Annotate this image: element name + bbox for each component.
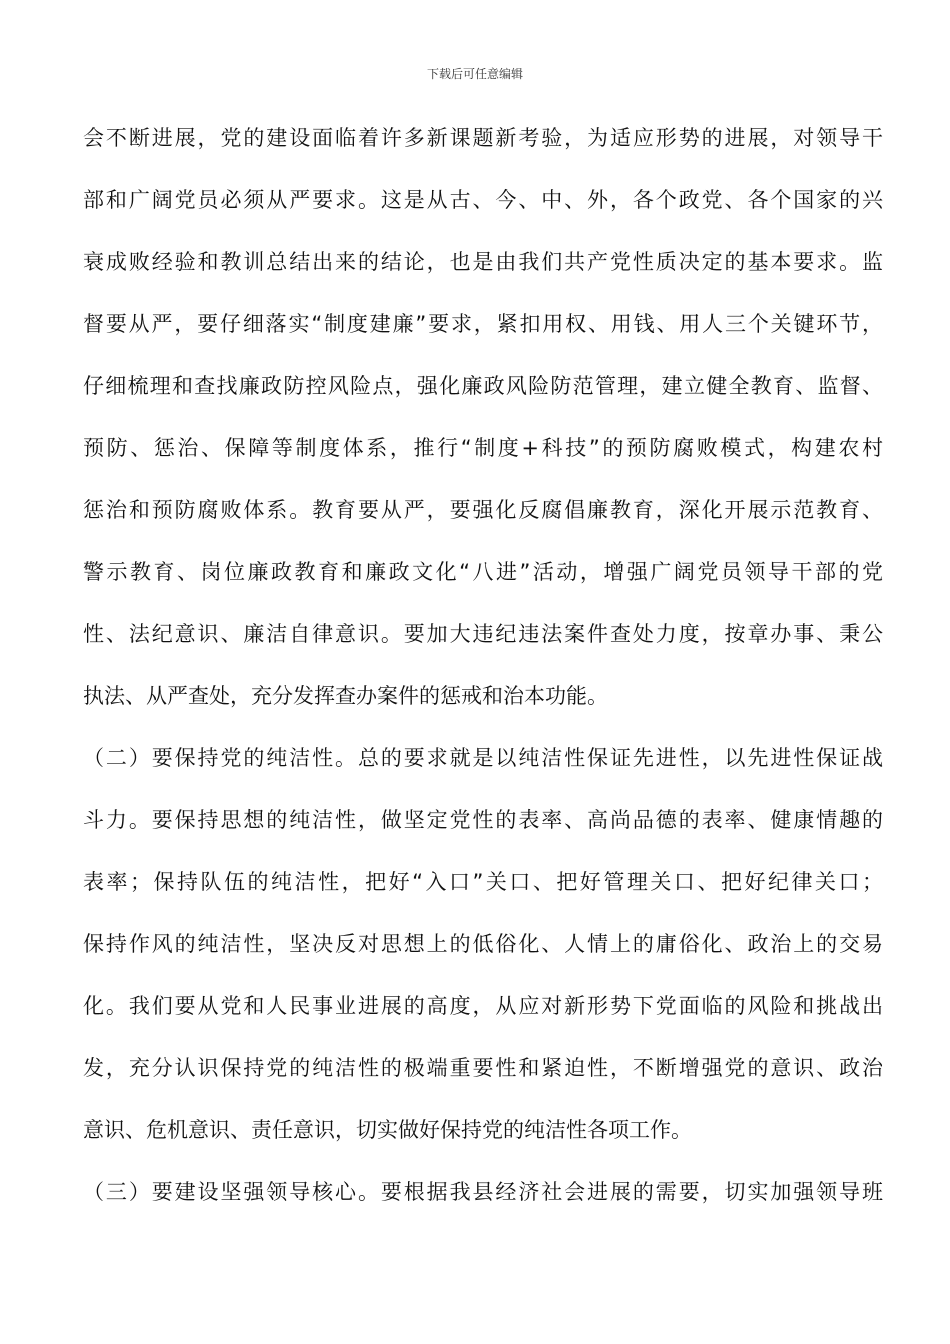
text-line: 仔细梳理和查找廉政防控风险点，强化廉政风险防范管理，建立健全教育、监督、	[83, 374, 883, 398]
text-line: 发，充分认识保持党的纯洁性的极端重要性和紧迫性，不断增强党的意识、政治	[83, 1056, 883, 1080]
page-header: 下载后可任意编辑	[426, 67, 523, 81]
text-line: 表率；保持队伍的纯洁性，把好“入口”关口、把好管理关口、把好纪律关口；	[83, 870, 883, 894]
paragraph-heading-line: （三）要建设坚强领导核心。要根据我县经济社会进展的需要，切实加强领导班	[83, 1180, 883, 1204]
text-line: 会不断进展，党的建设面临着许多新课题新考验，为适应形势的进展，对领导干	[83, 126, 883, 150]
text-line: 惩治和预防腐败体系。教育要从严，要强化反腐倡廉教育，深化开展示范教育、	[83, 498, 883, 522]
text-line: 督要从严，要仔细落实“制度建廉”要求，紧扣用权、用钱、用人三个关键环节，	[83, 312, 883, 336]
text-line: 执法、从严查处，充分发挥查办案件的惩戒和治本功能。	[83, 684, 608, 708]
text-line: 预防、惩治、保障等制度体系，推行“制度+科技”的预防腐败模式，构建农村	[83, 436, 883, 460]
text-line: 保持作风的纯洁性，坚决反对思想上的低俗化、人情上的庸俗化、政治上的交易	[83, 932, 883, 956]
text-line: 斗力。要保持思想的纯洁性，做坚定党性的表率、高尚品德的表率、健康情趣的	[83, 808, 883, 832]
document-body	[83, 118, 883, 1234]
paragraph-heading-line: （二）要保持党的纯洁性。总的要求就是以纯洁性保证先进性，以先进性保证战	[83, 746, 883, 770]
text-line: 意识、危机意识、责任意识，切实做好保持党的纯洁性各项工作。	[83, 1118, 692, 1142]
text-line: 部和广阔党员必须从严要求。这是从古、今、中、外，各个政党、各个国家的兴	[83, 188, 883, 212]
text-line: 性、法纪意识、廉洁自律意识。要加大违纪违法案件查处力度，按章办事、秉公	[83, 622, 883, 646]
text-line: 衰成败经验和教训总结出来的结论，也是由我们共产党性质决定的基本要求。监	[83, 250, 883, 274]
text-line: 警示教育、岗位廉政教育和廉政文化“八进”活动，增强广阔党员领导干部的党	[83, 560, 883, 584]
text-line: 化。我们要从党和人民事业进展的高度，从应对新形势下党面临的风险和挑战出	[83, 994, 883, 1018]
